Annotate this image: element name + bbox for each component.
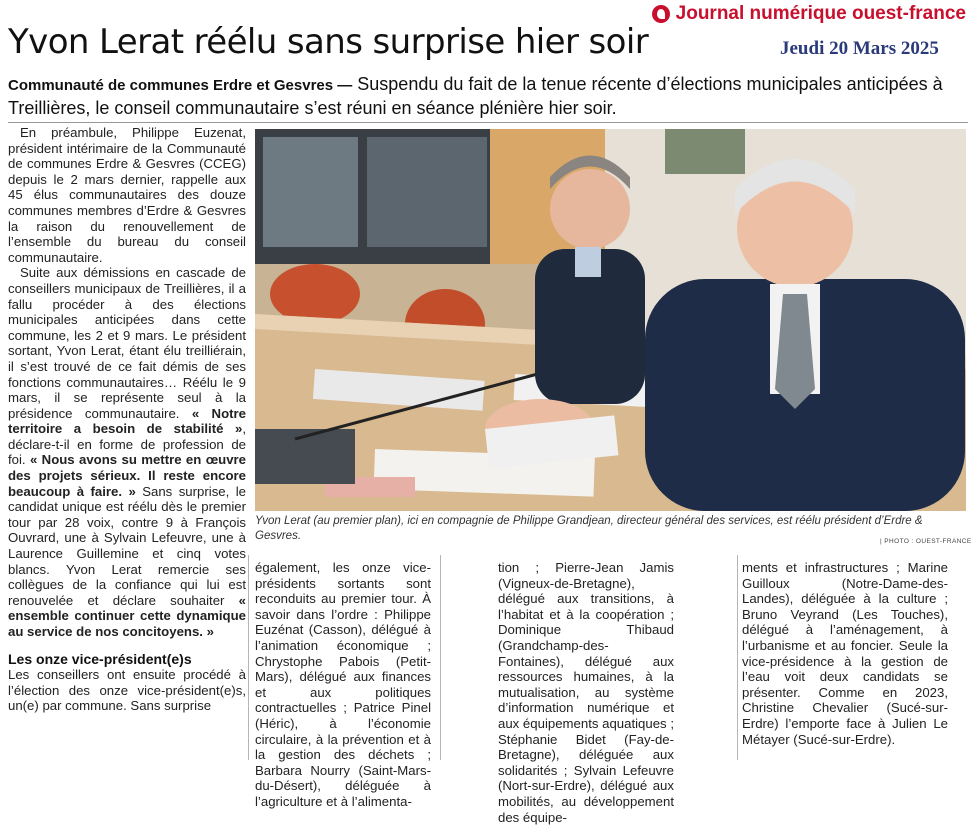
paragraph-2-text-b: , déclare-t-il en forme de profession de foi. [8, 421, 246, 468]
paragraph-2 [8, 265, 246, 639]
paragraph-2-text-a: Suite aux démissions en cascade de conseillers municipaux de Treillières, il a fallu procéder à des élections municipales anticipées dans cette commune, les 2 et 9 mars. Le président sortant, Yvon Lerat, étant élu treilliérain, il s’est trouvé de ce fait démis de ses fonctions communautaires… Réélu le 9 mars, il se représente seul à la présidence communautaire. [8, 265, 246, 421]
paragraph-3: Les conseillers ont ensuite procédé à l’élection des onze vice-président(e)s, un(e) par commune. Sans surprise [8, 667, 246, 714]
quote-1: « Notre territoire a besoin de stabilité » [8, 405, 246, 437]
article-photo [255, 129, 966, 511]
council-meeting-photo [255, 129, 966, 511]
column-3-text: tion ; Pierre-Jean Jamis (Vigneux-de-Bretagne), délégué aux transitions, à l’habitat et à la coopération ; Dominique Thibaud (Grandchamp-des-Fontaines), délégué aux ressources humaines, à la mutualisation, au système d’information numérique et aux équipements aquatiques ; Stéphanie Bidet (Fay-de-Bretagne), déléguée aux solidarités ; Sylvain Lefeuvre (Nort-sur-Erdre), délégué aux mobilités, au développement des équipe- [498, 560, 674, 825]
column-4 [742, 560, 948, 747]
photo-caption: Yvon Lerat (au premier plan), ici en compagnie de Philippe Grandjean, directeur général des services, est réélu président d’Erdre & Gesvres. [255, 515, 923, 542]
column-divider-1 [248, 555, 249, 760]
column-3 [498, 560, 674, 825]
header-divider [8, 122, 968, 123]
column-divider-3 [737, 555, 738, 760]
column-divider-2 [440, 555, 441, 760]
article-title: Yvon Lerat réélu sans surprise hier soir [8, 22, 649, 62]
lead-kicker: Communauté de communes Erdre et Gesvres — [8, 77, 353, 94]
photo-credit: | PHOTO : OUEST-FRANCE [880, 538, 972, 545]
brand-name: Journal numérique ouest-france [675, 3, 966, 24]
column-4-text: ments et infrastructures ; Marine Guilloux (Notre-Dame-des-Landes), déléguée à la culture ; Bruno Veyrand (Les Touches), délégué à l’aménagement, à l’urbanisme et au foncier. Seule la vice-présidence à la gestion de l’eau voit deux candidats se présenter. Comme en 2023, Christine Chevalier (Sucé-sur-Erdre) l’emporte face à Julien Le Métayer (Sucé-sur-Erdre). [742, 560, 948, 747]
quote-3: « ensemble continuer cette dynamique au service de nos concitoyens. » [8, 592, 246, 639]
subheading: Les onze vice-président(e)s [8, 650, 192, 667]
paragraph-1: En préambule, Philippe Euzenat, président intérimaire de la Communauté de communes Erdre & Gesvres (CCEG) depuis le 2 mars dernier, rappelle aux 45 élus communautaires des douze communes membres d’Erdre & Gesvres la raison du renouvellement de l’ensemble du bureau du conseil communautaire. [8, 125, 246, 265]
column-2-text: également, les onze vice-présidents sortants sont reconduits au premier tour. À savoir dans l’ordre : Philippe Euzénat (Casson), délégué à l’animation économique ; Chrystophe Pabois (Petit-Mars), délégué aux finances et aux politiques contractuelles ; Patrice Pinel (Héric), à l’économie circulaire, à la prévention et à la gestion des déchets ; Barbara Nourry (Saint-Mars-du-Désert), déléguée à l’agriculture et à l’alimenta- [255, 560, 431, 809]
column-2 [255, 560, 431, 810]
article-date: Jeudi 20 Mars 2025 [780, 38, 939, 59]
lead-text: Suspendu du fait de la tenue récente d’élections municipales anticipées à Treillières, le conseil communautaire s’est réuni en séance plénière hier soir. [8, 74, 943, 118]
paragraph-2-text-c: Sans surprise, le candidat unique est réélu dès le premier tour par 28 voix, contre 9 à François Ouvrard, une à Sylvain Lefeuvre, une à Laurence Guillemine et cinq votes blancs. Yvon Lerat remercie ses collègues de la confiance qui lui est renouvelée et déclare souhaiter [8, 483, 246, 608]
quote-2: « Nous avons su mettre en œuvre des projets sérieux. Il reste encore beaucoup à faire. » [8, 452, 246, 499]
column-1 [8, 125, 246, 714]
masthead [652, 3, 966, 25]
article-lead [8, 73, 966, 120]
ouest-france-logo-icon [652, 5, 670, 23]
